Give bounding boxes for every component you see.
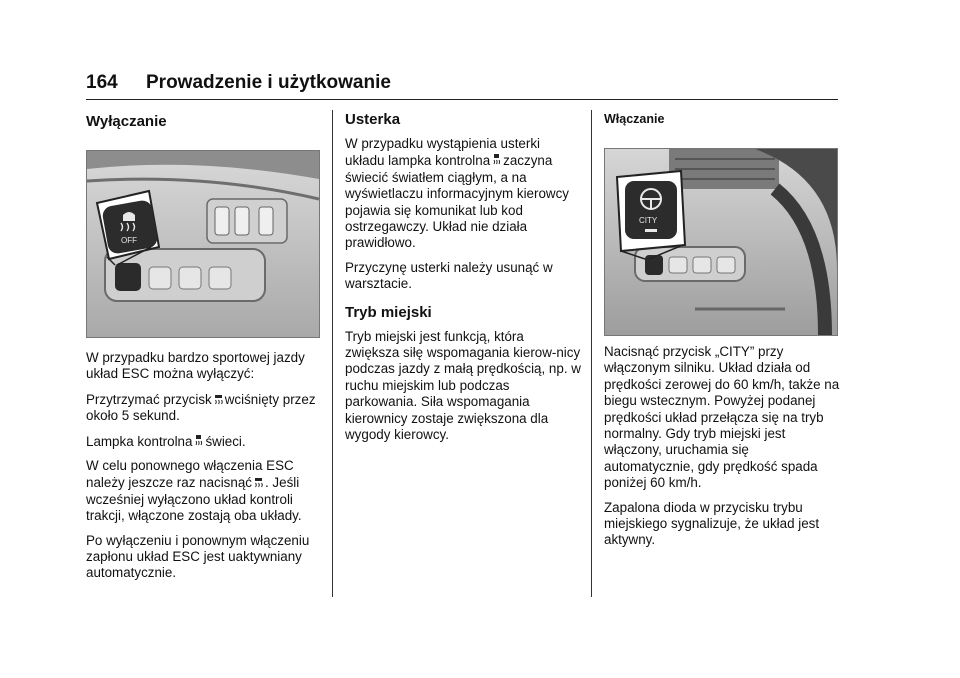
esc-button-illustration xyxy=(87,151,319,337)
section-heading-tryb-miejski: Tryb miejski xyxy=(345,303,432,321)
esc-warning-lamp-icon xyxy=(492,152,501,167)
hold-button-text-b: wciśnięty przez około 5 sekund. xyxy=(86,391,316,424)
paragraph-workshop: Przyczynę usterki należy usunąć w warsztacie. xyxy=(345,259,553,292)
paragraph-fault xyxy=(345,136,581,252)
paragraph-reenable xyxy=(86,458,322,525)
column-divider-1 xyxy=(332,110,333,597)
paragraph-press-city: Nacisnąć przycisk „CITY” przy włączonym silniku. Układ działa od prędkości zerowej do 60 km/h, także na biegu wstecznym. Powyżej podanej prędkości układ przełącza się na tryb normalny. Gdy tryb miejski jest włączony, uruchamia się automatycznie, gdy prędkość spada poniżej 60 km/h. xyxy=(604,344,840,491)
section-heading-wlaczanie: Włączanie xyxy=(604,112,665,126)
header-divider xyxy=(86,99,838,100)
column-divider-2 xyxy=(591,110,592,597)
page-number: 164 xyxy=(86,72,118,93)
esc-button-photo xyxy=(86,150,320,338)
city-label: CITY xyxy=(639,216,658,225)
column-esc-off xyxy=(86,108,322,590)
paragraph-lamp-on xyxy=(86,433,322,450)
city-button-photo xyxy=(604,148,838,336)
esc-warning-lamp-icon xyxy=(194,433,203,448)
paragraph-ignition-reset: Po wyłączeniu i ponownym włączeniu zapłonu układ ESC jest uaktywniany automatycznie. xyxy=(86,532,310,581)
section-heading-usterka: Usterka xyxy=(345,111,401,128)
esc-off-car-skid-icon xyxy=(254,474,263,489)
column-fault-city xyxy=(345,108,581,452)
city-button-illustration xyxy=(605,149,837,335)
lamp-on-text-b: świeci. xyxy=(205,433,246,449)
reenable-text-b: . Jeśli wcześniej wyłączono układ kontroli trakcji, włączone zostają oba układy. xyxy=(86,475,302,524)
paragraph-sport-driving: W przypadku bardzo sportowej jazdy układ ESC można wyłączyć: xyxy=(86,350,305,382)
paragraph-city-mode: Tryb miejski jest funkcją, która zwiększa siłę wspomagania kierow-nicy podczas jazdy z małą prędkością, np. w ruchu miejskim lub podczas parkowania. Siła wspomagania kierownicy zostaje zwiększona dla wygody kierowcy. xyxy=(345,328,581,443)
fault-text-a: W przypadku wystąpienia usterki układu lampka kontrolna xyxy=(345,136,540,169)
lamp-on-text-a: Lampka kontrolna xyxy=(86,433,193,449)
hold-button-text-a: Przytrzymać przycisk xyxy=(86,391,212,407)
page-header xyxy=(86,68,838,100)
off-label: OFF xyxy=(121,236,137,245)
reenable-text-a: W celu ponownego włączenia ESC należy jeszcze raz nacisnąć xyxy=(86,458,294,491)
paragraph-led-active: Zapalona dioda w przycisku trybu miejskiego sygnalizuje, że układ jest aktywny. xyxy=(604,499,820,548)
paragraph-hold-button xyxy=(86,391,322,425)
chapter-title: Prowadzenie i użytkowanie xyxy=(146,72,391,93)
section-heading-wylaczanie: Wyłączanie xyxy=(86,113,167,130)
column-city-on xyxy=(604,108,840,557)
esc-off-car-skid-icon xyxy=(214,391,223,406)
fault-text-b: zaczyna świecić światłem ciągłym, a na wyświetlaczu informacyjnym kierowcy pojawia się komunikat lub kod ostrzegawczy. Układ nie działa prawidłowo. xyxy=(345,153,569,251)
